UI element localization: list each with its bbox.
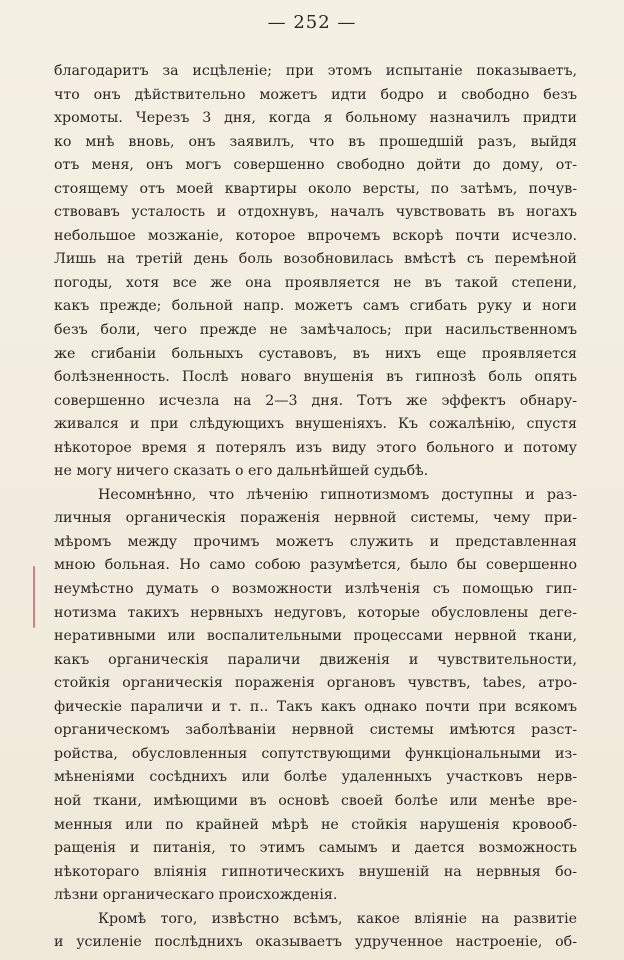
text-line: не могу ничего сказать о его дальнѣйшей судьбѣ. <box>54 463 429 480</box>
text-line: стоящему отъ моей квартиры около версты, по затѣмъ, почув- <box>54 180 577 197</box>
text-line: менныя или по крайней мѣрѣ не стойкія нарушенія кровооб- <box>54 816 577 833</box>
text-line: органическомъ заболѣваніи нервной системы имѣются разст- <box>54 722 577 739</box>
text-line: ствовавъ усталость и отдохнувъ, началъ чувствовать въ ногахъ <box>54 204 577 221</box>
paragraph-1 <box>54 60 577 484</box>
body-text <box>54 60 577 955</box>
text-line: живался и при слѣдующихъ внушеніяхъ. Къ сожалѣнію, спустя <box>54 416 577 433</box>
page-number: — 252 — <box>267 12 357 33</box>
text-line: небольшое мозжаніе, которое впрочемъ вскорѣ почти исчезло. <box>54 227 577 244</box>
text-line: болѣзненность. Послѣ новаго внушенія въ гипнозѣ боль опять <box>54 369 577 386</box>
text-line: ращенія и питанія, то этимъ самымъ и дается возможность <box>54 840 577 857</box>
text-line: неумѣстно думать о возможности излѣченія съ помощью гип- <box>54 581 577 598</box>
red-margin-mark <box>33 566 35 628</box>
text-line: нѣкоторое время я потерялъ изъ виду этого больного и потому <box>54 439 577 456</box>
text-line: стойкія органическія пораженія органовъ чувствъ, tabes, атро- <box>54 675 577 692</box>
text-line: фическіе параличи и т. п.. Такъ какъ однако почти при всякомъ <box>54 698 577 715</box>
text-line: мѣромъ между прочимъ можетъ служить и представленная <box>54 533 577 550</box>
text-line: совершенно исчезла на 2—3 дня. Тотъ же эффектъ обнару- <box>54 392 577 409</box>
text-line: Кромѣ того, извѣстно всѣмъ, какое вліяніе на развитіе <box>98 910 577 927</box>
text-line: личныя органическія пораженія нервной системы, чему при- <box>54 510 577 527</box>
text-line: неративными или воспалительными процессами нервной ткани, <box>54 628 577 645</box>
paragraph-2 <box>54 484 577 908</box>
text-line: благодаритъ за исцѣленіе; при этомъ испытаніе показываетъ, <box>54 63 577 79</box>
text-line: какъ органическія параличи движенія и чувствительности, <box>54 651 577 668</box>
text-line: что онъ дѣйствительно можетъ идти бодро и свободно безъ <box>54 86 577 103</box>
text-line: ной ткани, имѣющими въ основѣ своей болѣе или менѣе вре- <box>54 792 577 809</box>
paragraph-3 <box>54 908 577 955</box>
text-line: отъ меня, онъ могъ совершенно свободно дойти до дому, от- <box>54 157 577 174</box>
text-line: мѣненіями сосѣднихъ или болѣе удаленныхъ участковъ нерв- <box>54 769 577 786</box>
text-line: Лишь на третій день боль возобновилась вмѣстѣ съ перемѣной <box>54 251 577 268</box>
text-line: хромоты. Черезъ 3 дня, когда я больному назначилъ придти <box>54 110 577 127</box>
text-line: ройства, обусловленныя сопутствующими функціональными из- <box>54 745 577 762</box>
text-line: лѣзни органическаго происхожденія. <box>54 887 338 904</box>
text-line: и усиленіе послѣднихъ оказываетъ удрученное настроеніе, об- <box>54 934 577 951</box>
text-line: погоды, хотя все же она проявляется не въ такой степени, <box>54 274 577 291</box>
text-line: безъ боли, чего прежде не замѣчалось; при насильственномъ <box>54 322 577 339</box>
text-line: же сгибаніи больныхъ суставовъ, въ нихъ еще проявляется <box>54 345 577 362</box>
text-line: ко мнѣ вновь, онъ заявилъ, что въ прошедшій разъ, выйдя <box>54 133 577 150</box>
text-line: нѣкотораго вліянія гипнотическихъ внушеній на нервныя бо- <box>54 863 577 880</box>
text-line: какъ прежде; больной напр. можетъ самъ сгибать руку и ноги <box>54 298 577 315</box>
text-line: Несомнѣнно, что лѣченію гипнотизмомъ доступны и раз- <box>98 486 577 503</box>
text-line: мною больная. Но само собою разумѣется, было бы совершенно <box>54 557 577 574</box>
text-line: нотизма такихъ нервныхъ недуговъ, которые обусловлены деге- <box>54 604 577 621</box>
